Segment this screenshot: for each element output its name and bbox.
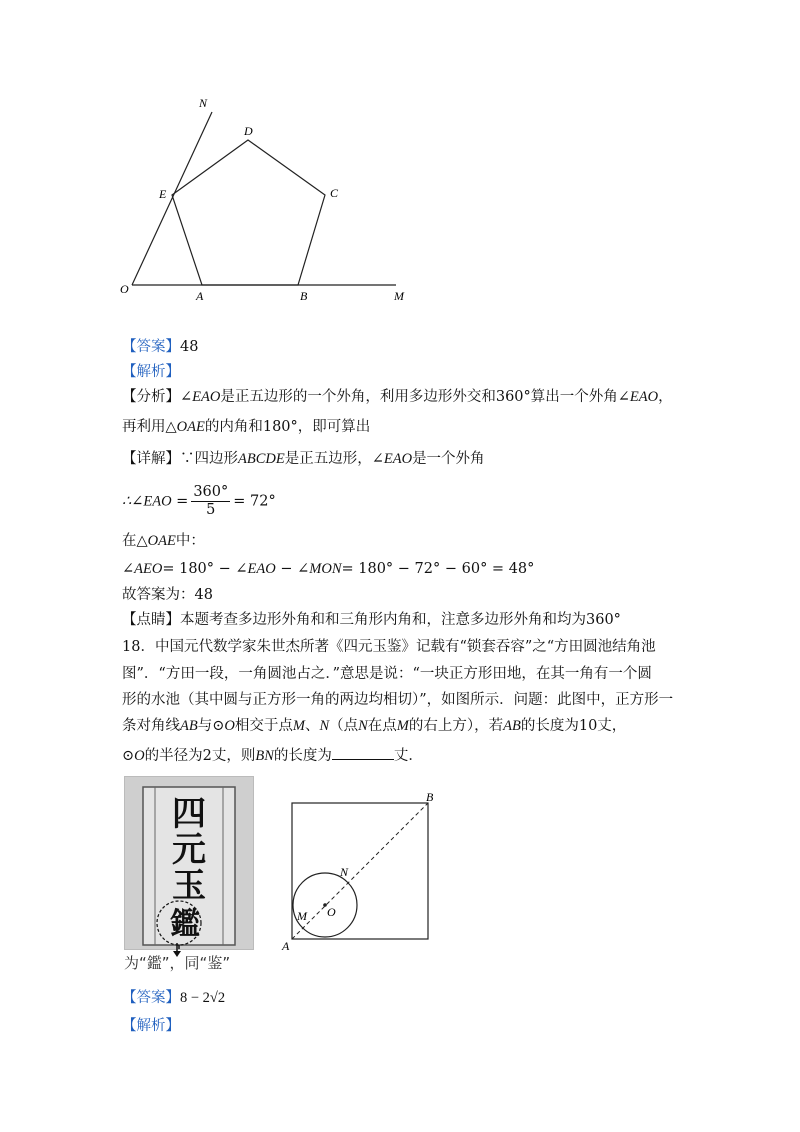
answer-tag-18: 【答案】 [122,990,180,1006]
pentagon-abcde [172,140,325,285]
photo-char-1: 四 [172,794,206,834]
q17-fenxi-line1: 【分析】∠EAO是正五边形的一个外角，利用多边形外交和360°算出一个外角∠EAO， [122,389,673,405]
pentagon-figure [110,90,420,305]
ray-on [132,112,212,285]
q17-fenxi-line2: 再利用△OAE的内角和180°，即可算出 [122,419,371,435]
photo-char-4: 鑑 [170,907,200,942]
answer-blank [332,745,394,760]
q18-analysis-line [122,1016,180,1036]
photo-char-2: 元 [172,830,206,870]
q18-line5: ⊙O的半径为2丈，则BN的长度为 丈． [122,745,423,766]
label-m: M [394,289,404,303]
label-d: D [244,124,253,138]
label-o: O [327,905,336,919]
answer-tag: 【答案】 [122,339,180,355]
label-a: A [196,289,204,303]
q18-line3: 形的水池（其中圆与正方形一角的两边均相切）”，如图所示．问题：此图中，正方形一 [122,692,674,708]
label-b: B [426,790,434,804]
q17-xiangjie-line4: ∠AEO= 180° − ∠EAO − ∠MON= 180° − 72° − 60° = 48° [122,561,535,577]
label-n: N [199,96,208,110]
square-circle-figure [280,786,440,951]
answer-value-18: 8 − 2√2 [180,990,226,1006]
q17-answer-line [122,337,198,357]
q18-line4: 条对角线AB与⊙O相交于点M、N（点N在点M的右上方），若AB的长度为10丈， [122,718,627,734]
q17-analysis-line [122,362,180,382]
xiangjie-tag: 【详解】 [122,451,180,467]
label-m: M [297,909,307,923]
q18-line2: 图”．“方田一段，一角圆池占之．”意思是说：“一块正方形田地，在其一角有一个圆 [122,666,652,682]
book-photo [124,776,254,950]
q17-xiangjie-line2: ∴∠EAO = $\frac{360^\circ}{5}$ = 72° [122,484,276,518]
q18-line1: 18．中国元代数学家朱世杰所著《四元玉鉴》记载有“锁套吞容”之“方田圆池结角池 [122,639,656,655]
q17-dianjing-line: 【点睛】本题考查多边形外角和和三角形内角和，注意多边形外角和均为360° [122,612,621,628]
analysis-tag-18: 【解析】 [122,1018,180,1034]
q17-xiangjie-line1: 【详解】∵四边形ABCDE是正五边形，∠EAO是一个外角 [122,451,485,467]
q18-answer-line [122,988,225,1008]
photo-caption: 为“鑑”，同“鉴” [124,954,231,972]
label-a: A [282,939,290,951]
label-c: C [330,186,339,200]
label-b: B [300,289,308,303]
dianjing-tag: 【点睛】 [122,612,180,628]
diagonal-ab [292,803,428,939]
fenxi-tag: 【分析】 [122,389,180,405]
q17-xiangjie-line3: 在△OAE中： [122,533,205,549]
photo-char-3: 玉 [172,866,206,906]
label-e: E [159,187,167,201]
label-n: N [340,865,349,879]
answer-value: 48 [180,339,199,355]
q17-final-line: 故答案为：48 [122,587,213,603]
analysis-tag: 【解析】 [122,364,180,380]
label-o: O [120,282,129,296]
fraction: $\frac{360^\circ}{5}$ [193,484,229,518]
